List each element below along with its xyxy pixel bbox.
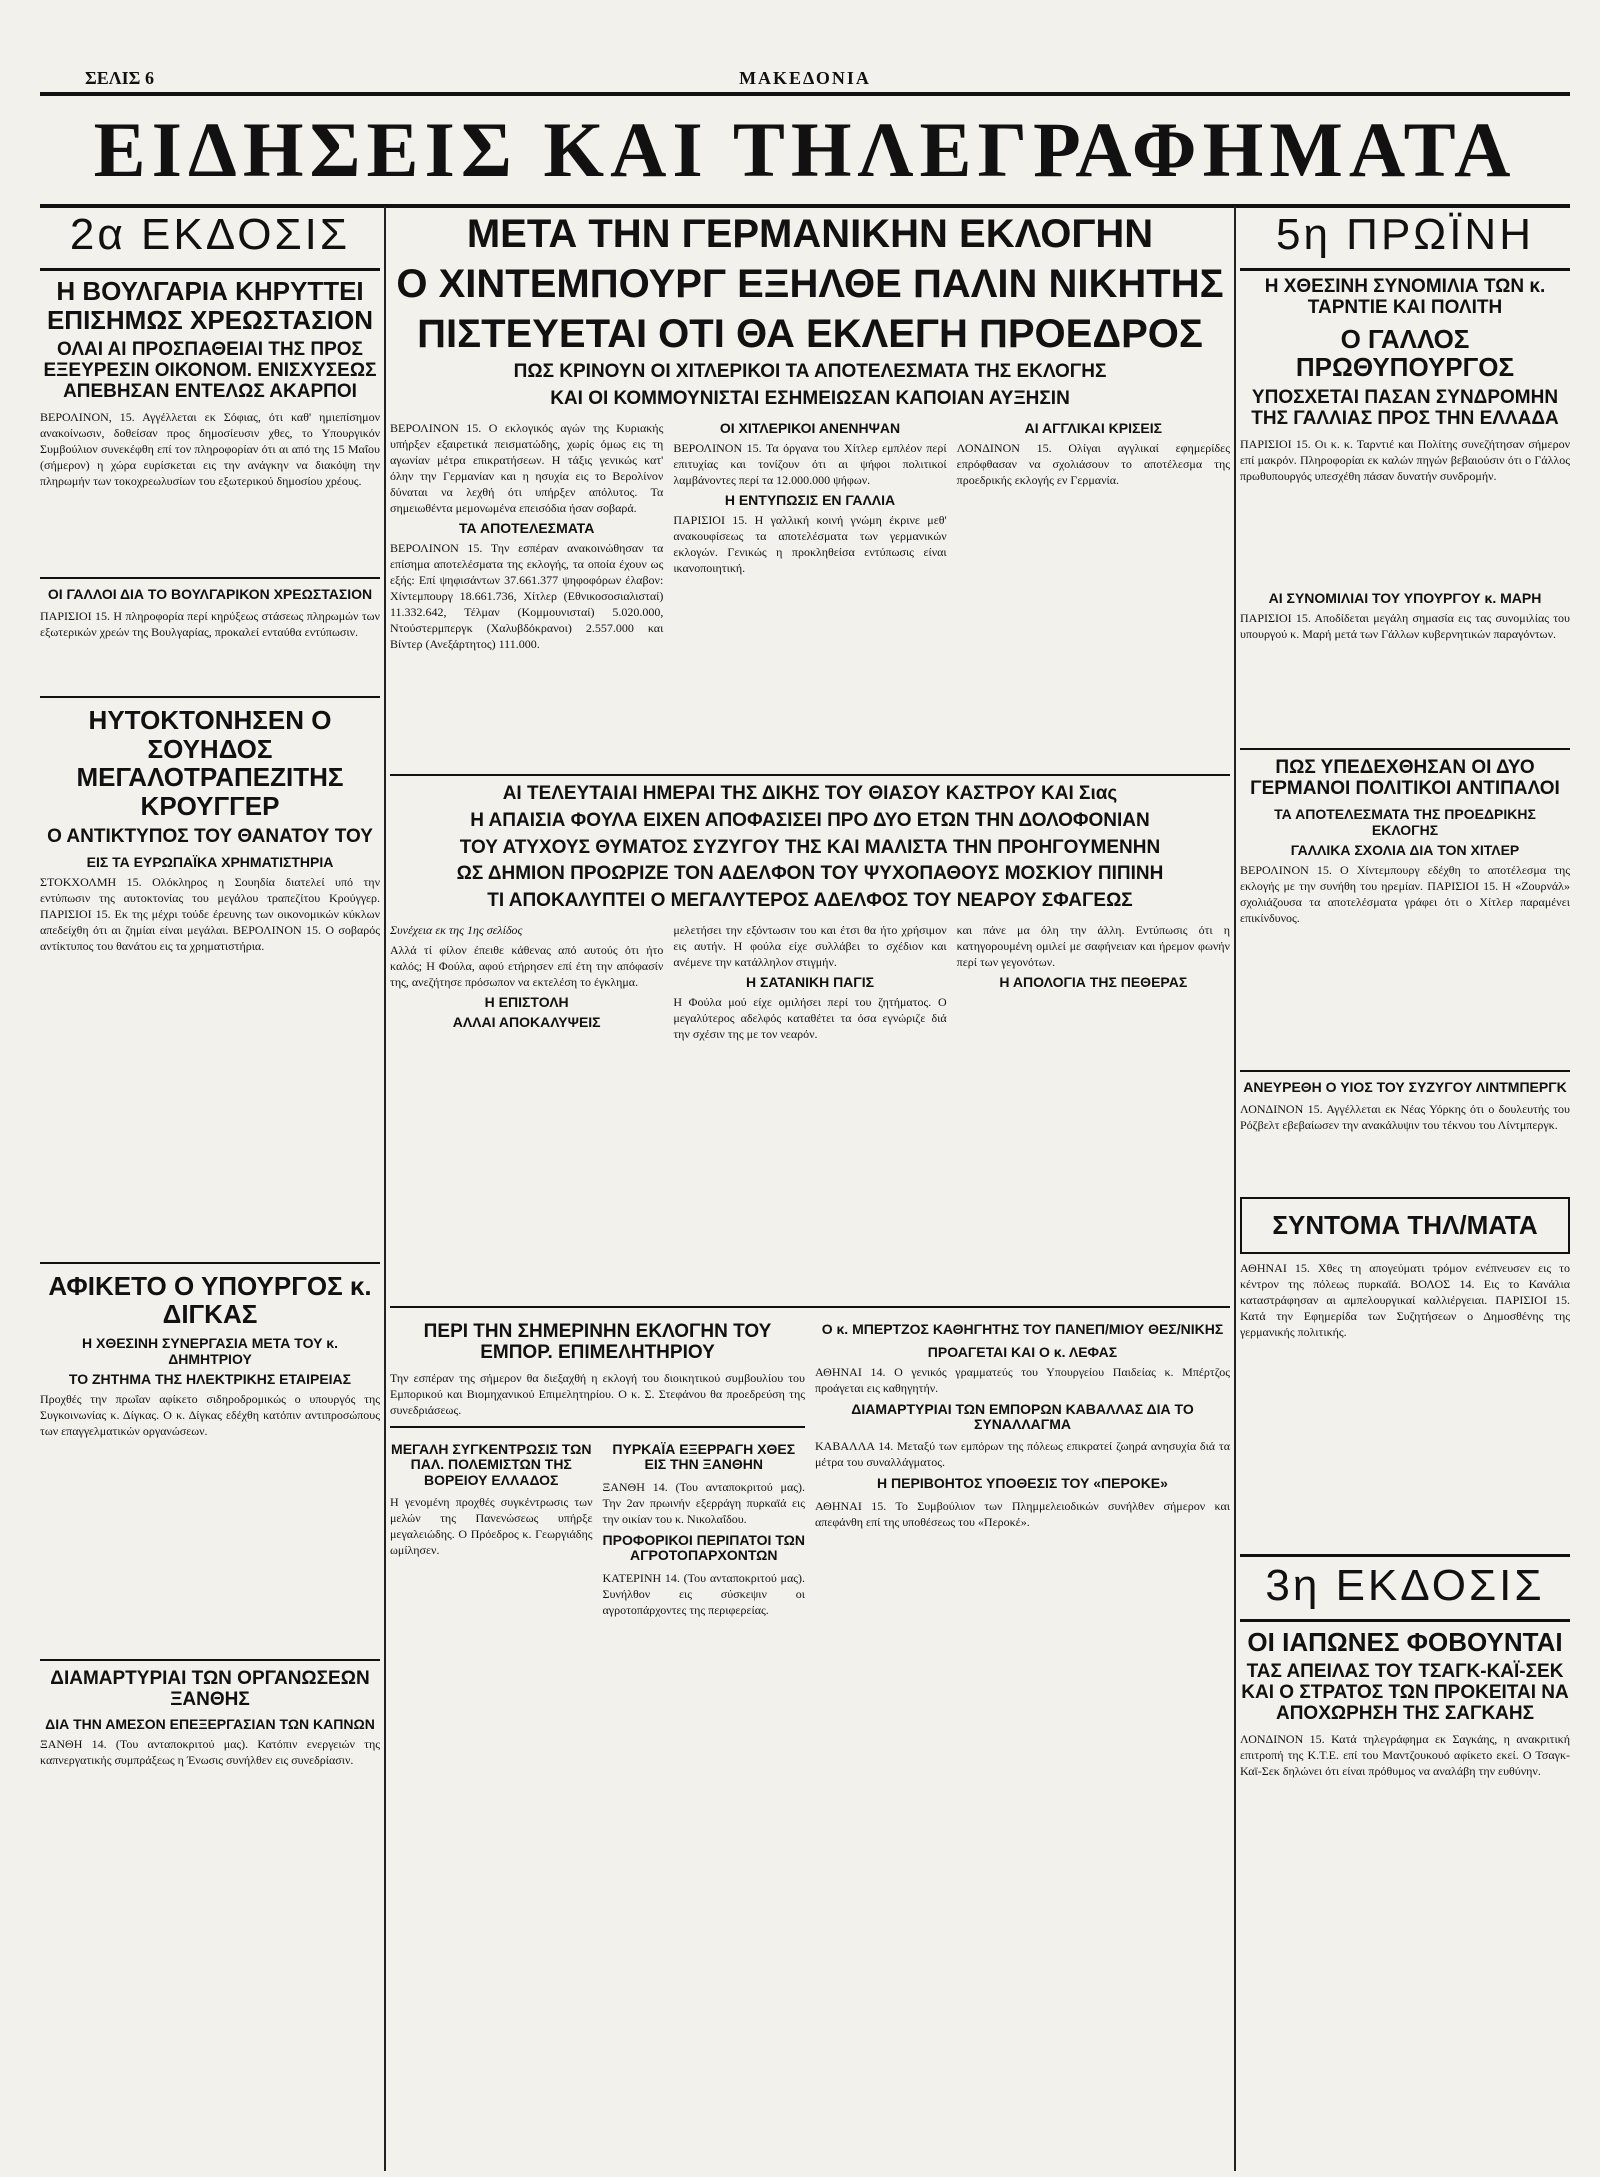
- subheadline: ΠΡΟΑΓΕΤΑΙ ΚΑΙ Ο κ. ΛΕΦΑΣ: [927, 1343, 1118, 1360]
- column-rule: [384, 206, 386, 2171]
- kicker: ΑΙ ΤΕΛΕΥΤΑΙΑΙ ΗΜΕΡΑΙ ΤΗΣ ΔΙΚΗΣ ΤΟΥ ΘΙΑΣΟΥ ΚΑΣΤΡΟΥ ΚΑΙ Σιας: [502, 782, 1118, 804]
- subheadline: ΥΠΟΣΧΕΤΑΙ ΠΑΣΑΝ ΣΥΝΔΡΟΜΗΝ ΤΗΣ ΓΑΛΛΙΑΣ ΠΡΟΣ ΤΗΝ ΕΛΛΑΔΑ: [1251, 386, 1559, 429]
- article-body: ΞΑΝΘΗ 14. (Του ανταποκριτού μας). Κατόπιν ενεργειών της καπνεργατικής συμπράξεως η Ένωσις συνήλθεν εις συνεδρίασιν.: [40, 1737, 380, 1768]
- article-body: και πάνε μα όλη την άλλη. Εντύπωσις ότι η κατηγορουμένη ομιλεί με σαφήνειαν και ήρεμον φωνήν περί των γεγονότων.: [956, 923, 1230, 970]
- headline: ΤΟΥ ΑΤΥΧΟΥΣ ΘΥΜΑΤΟΣ ΣΥΖΥΓΟΥ ΤΗΣ ΚΑΙ ΜΑΛΙΣΤΑ ΤΗΝ ΠΡΟΗΓΟΥΜΕΝΗΝ: [459, 836, 1161, 858]
- article-body: ΑΘΗΝΑΙ 14. Ο γενικός γραμματεύς του Υπουργείου Παιδείας κ. Μπέρτζος προάγεται εις καθηγητήν.: [815, 1364, 1230, 1395]
- section-head: Η ΕΝΤΥΠΩΣΙΣ ΕΝ ΓΑΛΛΙΑ: [724, 491, 896, 508]
- divider: [390, 1426, 805, 1428]
- subheadline: ΟΛΑΙ ΑΙ ΠΡΟΣΠΑΘΕΙΑΙ ΤΗΣ ΠΡΟΣ ΕΞΕΥΡΕΣΙΝ ΟΙΚΟΝΟΜ. ΕΝΙΣΧΥΣΕΩΣ ΑΠΕΒΗΣΑΝ ΕΝΤΕΛΩΣ ΑΚΑΡΠΟΙ: [43, 339, 377, 402]
- article-body: ΣΤΟΚΧΟΛΜΗ 15. Ολόκληρος η Σουηδία διατελεί υπό την εντύπωσιν της αυτοκτονίας του μεγάλου τραπεζίτου Κρούγγερ. ΠΑΡΙΣΙΟΙ 15. Εκ της μέχρι τούδε έρευνης των οικονομικών κύκλων απεδείχθη ότι αι ζημίαι είναι μεγάλαι. ΒΕΡΟΛΙΝΟΝ 15. Ο σοβαρός αντίκτυπος του θανάτου εις τα χρηματιστήρια.: [40, 874, 380, 953]
- divider: [390, 774, 1230, 776]
- article-body: ΠΑΡΙΣΙΟΙ 15. Αποδίδεται μεγάλη σημασία εις τας συνομιλίας του υπουργού κ. Μαρή μετά των Γάλλων κυβερνητικών παραγόντων.: [1240, 610, 1570, 641]
- headline: Η ΠΕΡΙΒΟΗΤΟΣ ΥΠΟΘΕΣΙΣ ΤΟΥ «ΠΕΡΟΚΕ»: [877, 1475, 1168, 1492]
- article-body: ΚΑΤΕΡΙΝΗ 14. (Του ανταποκριτού μας). Συνήλθον εις σύσκεψιν οι αγροτοπάρχοντες της περιφερείας.: [602, 1570, 805, 1617]
- subheadline: Ο ΓΑΛΛΟΣ ΠΡΩΘΥΠΟΥΡΓΟΣ: [1295, 323, 1515, 383]
- brief-box: [1240, 1197, 1570, 1254]
- subheadline: ΕΙΣ ΤΑ ΕΥΡΩΠΑΪΚΑ ΧΡΗΜΑΤΙΣΤΗΡΙΑ: [86, 853, 334, 870]
- headline: ΣΥΝΤΟΜΑ ΤΗΛ/ΜΑΤΑ: [1272, 1209, 1538, 1240]
- article-body: ΠΑΡΙΣΙΟΙ 15. Η πληροφορία περί κηρύξεως στάσεως πληρωμών των εξωτερικών χρεών της Βουλγαρίας, προκαλεί ενταύθα εντύπωσιν.: [40, 609, 380, 640]
- page-number: ΣΕΛΙΣ 6: [85, 68, 154, 88]
- article-body: Προχθές την πρωΐαν αφίκετο σιδηροδρομικώς ο υπουργός της Συγκοινωνίας κ. Δίγκας. Ο κ. Δίγκας εδέχθη κατόπιν αντιπροσώπους των επαγγελματικών οργανώσεων.: [40, 1391, 380, 1438]
- article-body: ΛΟΝΔΙΝΟΝ 15. Αγγέλλεται εκ Νέας Υόρκης ότι ο δουλευτής του Ρόζβελτ εβεβαίωσεν την ανακάλυψιν του τέκνου του Λίντμπεργκ.: [1240, 1101, 1570, 1132]
- section-head: ΤΑ ΑΠΟΤΕΛΕΣΜΑΤΑ: [459, 519, 595, 536]
- section-head: ΑΙ ΣΥΝΟΜΙΛΙΑΙ ΤΟΥ ΥΠΟΥΡΓΟΥ κ. ΜΑΡΗ: [1268, 589, 1542, 606]
- subheadline: ΔΙΑ ΤΗΝ ΑΜΕΣΟΝ ΕΠΕΞΕΡΓΑΣΙΑΝ ΤΩΝ ΚΑΠΝΩΝ: [45, 1716, 375, 1733]
- headline: ΟΙ ΙΑΠΩΝΕΣ ΦΟΒΟΥΝΤΑΙ: [1247, 1626, 1563, 1657]
- headline: ΟΙ ΓΑΛΛΟΙ ΔΙΑ ΤΟ ΒΟΥΛΓΑΡΙΚΟΝ ΧΡΕΩΣΤΑΣΙΟΝ: [47, 585, 373, 602]
- headline: Η ΒΟΥΛΓΑΡΙΑ ΚΗΡΥΤΤΕΙ ΕΠΙΣΗΜΩΣ ΧΡΕΩΣΤΑΣΙΟΝ: [46, 276, 374, 335]
- column-rule: [1234, 206, 1236, 2171]
- section-head: Η ΑΠΟΛΟΓΙΑ ΤΗΣ ΠΕΘΕΡΑΣ: [999, 974, 1188, 991]
- section-head: ΟΙ ΧΙΤΛΕΡΙΚΟΙ ΑΝΕΝΗΨΑΝ: [719, 419, 901, 436]
- divider: [1240, 1070, 1570, 1072]
- divider: [390, 1306, 1230, 1308]
- edition-label: 5η ΠΡΩΪΝΗ: [1240, 206, 1570, 271]
- headline: ΑΝΕΥΡΕΘΗ Ο ΥΙΟΣ ΤΟΥ ΣΥΖΥΓΟΥ ΛΙΝΤΜΠΕΡΓΚ: [1243, 1078, 1567, 1095]
- headline: ΗΥΤΟΚΤΟΝΗΣΕΝ Ο ΣΟΥΗΔΟΣ ΜΕΓΑΛΟΤΡΑΠΕΖΙΤΗΣ ΚΡΟΥΓΓΕΡ: [76, 705, 344, 822]
- headline: Η ΧΘΕΣΙΝΗ ΣΥΝΟΜΙΛΙΑ ΤΩΝ κ. ΤΑΡΝΤΙΕ ΚΑΙ ΠΟΛΙΤΗ: [1264, 276, 1546, 318]
- divider: [40, 1262, 380, 1264]
- headline: Η ΑΠΑΙΣΙΑ ΦΟΥΛΑ ΕΙΧΕΝ ΑΠΟΦΑΣΙΣΕΙ ΠΡΟ ΔΥΟ ΕΤΩΝ ΤΗΝ ΔΟΛΟΦΟΝΙΑΝ: [470, 809, 1150, 831]
- divider: [1240, 748, 1570, 750]
- center-column: [390, 206, 1230, 1956]
- continuation-note: Συνέχεια εκ της 1ης σελίδος: [390, 923, 523, 938]
- page-header: [40, 68, 1570, 90]
- article-body: ΞΑΝΘΗ 14. (Του ανταποκριτού μας). Την 2αν πρωινήν εξερράγη πυρκαϊά εις την οικίαν του κ. Νικολαΐδου.: [602, 1479, 805, 1526]
- article-body: Αλλά τί φίλον έπειθε κάθενας από αυτούς ότι ήτο καλός; Η Φούλα, αφού ετήρησεν επί έτη την απόφασίν της, ανεζήτησε πρόσωπον να εκτελέση το έγκλημα.: [390, 943, 664, 990]
- article-body: μελετήσει την εξόντωσιν του και έτσι θα ήτο χρήσιμον εις αυτήν. Η φούλα είχε συλλάβει το σχέδιον και ανέμενε την κατάλληλον στιγμήν.: [673, 923, 947, 970]
- subheadline: Ο ΑΝΤΙΚΤΥΠΟΣ ΤΟΥ ΘΑΝΑΤΟΥ ΤΟΥ: [47, 825, 373, 847]
- left-column: [40, 206, 380, 1772]
- article-body: ΛΟΝΔΙΝΟΝ 15. Κατά τηλεγράφημα εκ Σαγκάης, η ανακριτική επιτροπή της Κ.Τ.Ε. επί του Μαντζουκουό αφίκετο εκεί. Ο Τσαγκ-Καϊ-Σεκ δηλώνει ότι είναι πρόθυμος να αναλάβη την ευθύνην.: [1240, 1731, 1570, 1778]
- divider: [40, 696, 380, 698]
- article-body: ΚΑΒΑΛΛΑ 14. Μεταξύ των εμπόρων της πόλεως επικρατεί ζωηρά ανησυχία διά τα μέτρα του συναλλάγματος.: [815, 1439, 1230, 1470]
- headline: ΠΥΡΚΑΪΑ ΕΞΕΡΡΑΓΗ ΧΘΕΣ ΕΙΣ ΤΗΝ ΞΑΝΘΗΝ: [612, 1441, 796, 1473]
- headline: ΠΩΣ ΥΠΕΔΕΧΘΗΣΑΝ ΟΙ ΔΥΟ ΓΕΡΜΑΝΟΙ ΠΟΛΙΤΙΚΟΙ ΑΝΤΙΠΑΛΟΙ: [1250, 756, 1560, 799]
- article-body: Η γενομένη προχθές συγκέντρωσις των μελών της Πανενώσεως υπήρξε μεγαλειώδης. Ο Πρόεδρος κ. Γεωργιάδης ωμίλησεν.: [390, 1495, 593, 1558]
- headline: ΔΙΑΜΑΡΤΥΡΙΑΙ ΤΩΝ ΕΜΠΟΡΩΝ ΚΑΒΑΛΛΑΣ ΔΙΑ ΤΟ ΣΥΝΑΛΛΑΓΜΑ: [851, 1400, 1194, 1433]
- article-body: Η Φούλα μού είχε ομιλήσει περί του ζητήματος. Ο μεγαλύτερος αδελφός καταθέτει τα όσα εγνώριζε διά την σχέσιν της με τον νεαρόν.: [673, 995, 947, 1042]
- headline: ΩΣ ΔΗΜΙΟΝ ΠΡΟΩΡΙΖΕ ΤΟΝ ΑΔΕΛΦΟΝ ΤΟΥ ΨΥΧΟΠΑΘΟΥΣ ΜΟΣΚΙΟΥ ΠΙΠΙΝΗ: [456, 863, 1164, 885]
- headline: ΑΦΙΚΕΤΟ Ο ΥΠΟΥΡΓΟΣ κ. ΔΙΓΚΑΣ: [48, 1270, 372, 1330]
- headline: ΔΙΑΜΑΡΤΥΡΙΑΙ ΤΩΝ ΟΡΓΑΝΩΣΕΩΝ ΞΑΝΘΗΣ: [50, 1667, 370, 1710]
- headline: ΤΙ ΑΠΟΚΑΛΥΠΤΕΙ Ο ΜΕΓΑΛΥΤΕΡΟΣ ΑΔΕΛΦΟΣ ΤΟΥ ΝΕΑΡΟΥ ΣΦΑΓΕΩΣ: [487, 890, 1133, 912]
- subheadline: ΓΑΛΛΙΚΑ ΣΧΟΛΙΑ ΔΙΑ ΤΟΝ ΧΙΤΛΕΡ: [1290, 841, 1520, 858]
- edition-label: 2α ΕΚΔΟΣΙΣ: [40, 206, 380, 271]
- article-body: ΒΕΡΟΛΙΝΟΝ 15. Ο εκλογικός αγών της Κυριακής υπήρξεν εξαιρετικά πεισματώδης, χωρίς όμως εις τη αγωνίαν μέτρα επικρατήσεων. Η τάξις γενικώς κατ' όλην την Γερμανίαν και η ησυχία εις το Βερολίνον δύναται να λεχθή ότι υπήρξεν απόλυτος. Τα σημειωθέντα μεμονωμένα επεισόδια ήσαν σοβαρά.: [390, 420, 664, 515]
- section-head: ΑΙ ΑΓΓΛΙΚΑΙ ΚΡΙΣΕΙΣ: [1024, 419, 1163, 436]
- article-body: ΛΟΝΔΙΝΟΝ 15. Ολίγαι αγγλικαί εφημερίδες επρόφθασαν να σχολιάσουν το αποτέλεσμα της προεδρικής εκλογής εν Γερμανία.: [956, 440, 1230, 487]
- article-body: ΠΑΡΙΣΙΟΙ 15. Οι κ. κ. Ταρντιέ και Πολίτης συνεζήτησαν σήμερον επί μακρόν. Πληροφορίαι εκ καλών πηγών βεβαιούσιν ότι ο Γάλλος πρωθυπουργός υπεσχέθη πάσαν δυνατήν συνδρομήν.: [1240, 436, 1570, 483]
- headline: Ο ΧΙΝΤΕΜΠΟΥΡΓ ΕΞΗΛΘΕ ΠΑΛΙΝ ΝΙΚΗΤΗΣ: [396, 262, 1224, 306]
- subheadline: ΠΩΣ ΚΡΙΝΟΥΝ ΟΙ ΧΙΤΛΕΡΙΚΟΙ ΤΑ ΑΠΟΤΕΛΕΣΜΑΤΑ ΤΗΣ ΕΚΛΟΓΗΣ: [513, 361, 1107, 382]
- subheadline: Η ΧΘΕΣΙΝΗ ΣΥΝΕΡΓΑΣΙΑ ΜΕΤΑ ΤΟΥ κ. ΔΗΜΗΤΡΙΟΥ: [81, 1334, 339, 1367]
- article-body: ΒΕΡΟΛΙΝΟΝ 15. Ο Χίντεμπουργ εδέχθη το αποτέλεσμα της εκλογής με την συνήθη του ηρεμίαν. ΠΑΡΙΣΙΟΙ 15. Η «Ζουρνάλ» σχολιάζουσα τα αποτελέσματα γράφει ότι ο Χίτλερ παραμένει επικίνδυνος.: [1240, 862, 1570, 925]
- subheadline: ΤΑΣ ΑΠΕΙΛΑΣ ΤΟΥ ΤΣΑΓΚ-ΚΑΪ-ΣΕΚ ΚΑΙ Ο ΣΤΡΑΤΟΣ ΤΩΝ ΠΡΟΚΕΙΤΑΙ ΝΑ ΑΠΟΧΩΡΗΣΗ ΤΗΣ ΣΑΓΚΑΗΣ: [1241, 1661, 1569, 1724]
- subheadline: ΤΑ ΑΠΟΤΕΛΕΣΜΑΤΑ ΤΗΣ ΠΡΟΕΔΡΙΚΗΣ ΕΚΛΟΓΗΣ: [1274, 805, 1536, 838]
- divider: [40, 1659, 380, 1661]
- headline: Ο κ. ΜΠΕΡΤΖΟΣ ΚΑΘΗΓΗΤΗΣ ΤΟΥ ΠΑΝΕΠ/ΜΙΟΥ ΘΕΣ/ΝΙΚΗΣ: [821, 1321, 1224, 1338]
- edition-label: 3η ΕΚΔΟΣΙΣ: [1240, 1554, 1570, 1622]
- right-column: [1240, 206, 1570, 1783]
- article-body: ΒΕΡΟΛΙΝΟΝ, 15. Αγγέλλεται εκ Σόφιας, ότι καθ' ημιεπίσημον ανακοίνωσιν, δοθείσαν προς δημοσίευσιν χθες, το Υπουργικόν Συμβούλιον συνεκέφθη επί τον πληροφορίαν ότι αι από της 15 Μαΐου (σήμερον) η χώρα ευρίσκεται εις την ανάγκην να διακόψη την πληρωμήν των τοκοχρεωλυσίων του εξωτερικού δημοσίου χρέους.: [40, 409, 380, 488]
- headline: ΜΕΓΑΛΗ ΣΥΓΚΕΝΤΡΩΣΙΣ ΤΩΝ ΠΑΛ. ΠΟΛΕΜΙΣΤΩΝ ΤΗΣ ΒΟΡΕΙΟΥ ΕΛΛΑΔΟΣ: [391, 1441, 592, 1488]
- headline: ΠΙΣΤΕΥΕΤΑΙ ΟΤΙ ΘΑ ΕΚΛΕΓΗ ΠΡΟΕΔΡΟΣ: [417, 312, 1203, 356]
- section-head: Η ΕΠΙΣΤΟΛΗ: [484, 994, 569, 1011]
- section-head: Η ΣΑΤΑΝΙΚΗ ΠΑΓΙΣ: [745, 974, 874, 991]
- divider: [40, 577, 380, 579]
- paper-name: ΜΑΚΕΔΟΝΙΑ: [739, 68, 871, 88]
- article-body: ΑΘΗΝΑΙ 15. Το Συμβούλιον των Πλημμελειοδικών συνήλθεν σήμερον και απεφάνθη επί της υποθέσεως του «Περοκέ».: [815, 1498, 1230, 1529]
- article-body: ΑΘΗΝΑΙ 15. Χθες τη απογεύματι τρόμον ενέπνευσεν εις το κέντρον της πόλεως πυρκαϊά. ΒΟΛΟΣ 14. Εις το Κανάλια καταστράφησαν αι αμπελουργικαί καλλιέργειαι. ΠΑΡΙΣΙΟΙ 15. Κατά την Εφημερίδα των Συζητήσεων ο Δημοσθένης της γερμανικής πολιτικής.: [1240, 1260, 1570, 1339]
- kicker: ΜΕΤΑ ΤΗΝ ΓΕΡΜΑΝΙΚΗΝ ΕΚΛΟΓΗΝ: [466, 212, 1154, 256]
- article-body: Την εσπέραν της σήμερον θα διεξαχθή η εκλογή του διοικητικού συμβουλίου του Εμπορικού και Βιομηχανικού Επιμελητηρίου. Ο κ. Σ. Στεφάνου θα προεδρεύση της συνεδριάσεως.: [390, 1371, 805, 1418]
- article-body: ΒΕΡΟΛΙΝΟΝ 15. Την εσπέραν ανακοινώθησαν τα επίσημα αποτελέσματα της εκλογής, τα οποία έχουν ως εξής: Επί ψηφισάντων 37.661.377 ψηφοφόρων έλαβον: Χίντεμπουργ 18.661.736, Χίτλερ (Εθνικοσοσιαλισταί) 11.332.642, Τέλμαν (Κομμουνισταί) 5.020.000, Ντούστερμπεργκ (Χαλυβδόκρανοι) 2.557.000 και Βίντερ (Ανεξάρτητος) 111.000.: [390, 540, 664, 651]
- headline: ΠΕΡΙ ΤΗΝ ΣΗΜΕΡΙΝΗΝ ΕΚΛΟΓΗΝ ΤΟΥ ΕΜΠΟΡ. ΕΠΙΜΕΛΗΤΗΡΙΟΥ: [423, 1321, 772, 1364]
- section-head: ΑΛΛΑΙ ΑΠΟΚΑΛΥΨΕΙΣ: [452, 1014, 601, 1031]
- article-body: ΠΑΡΙΣΙΟΙ 15. Η γαλλική κοινή γνώμη έκρινε μεθ' ανακουφίσεως τα αποτελέσματα των γερμανικών εκλογών. Γενικώς η προκληθείσα εντύπωσις είναι ικανοποιητική.: [673, 512, 947, 575]
- headline: ΠΡΟΦΟΡΙΚΟΙ ΠΕΡΙΠΑΤΟΙ ΤΩΝ ΑΓΡΟΤΟΠΑΡΧΟΝΤΩΝ: [602, 1531, 805, 1564]
- article-body: ΒΕΡΟΛΙΝΟΝ 15. Τα όργανα του Χίτλερ εμπλέον περί επιτυχίας και τονίζουν ότι αι ψήφοι πολιτικοί λαμβάνοντες περί τα 12.000.000 ψήφων.: [673, 440, 947, 487]
- subheadline: ΤΟ ΖΗΤΗΜΑ ΤΗΣ ΗΛΕΚΤΡΙΚΗΣ ΕΤΑΙΡΕΙΑΣ: [68, 1370, 352, 1387]
- section-banner: ΕΙΔΗΣΕΙΣ ΚΑΙ ΤΗΛΕΓΡΑΦΗΜΑΤΑ: [40, 92, 1570, 208]
- subheadline: ΚΑΙ ΟΙ ΚΟΜΜΟΥΝΙΣΤΑΙ ΕΣΗΜΕΙΩΣΑΝ ΚΑΠΟΙΑΝ ΑΥΞΗΣΙΝ: [550, 387, 1070, 409]
